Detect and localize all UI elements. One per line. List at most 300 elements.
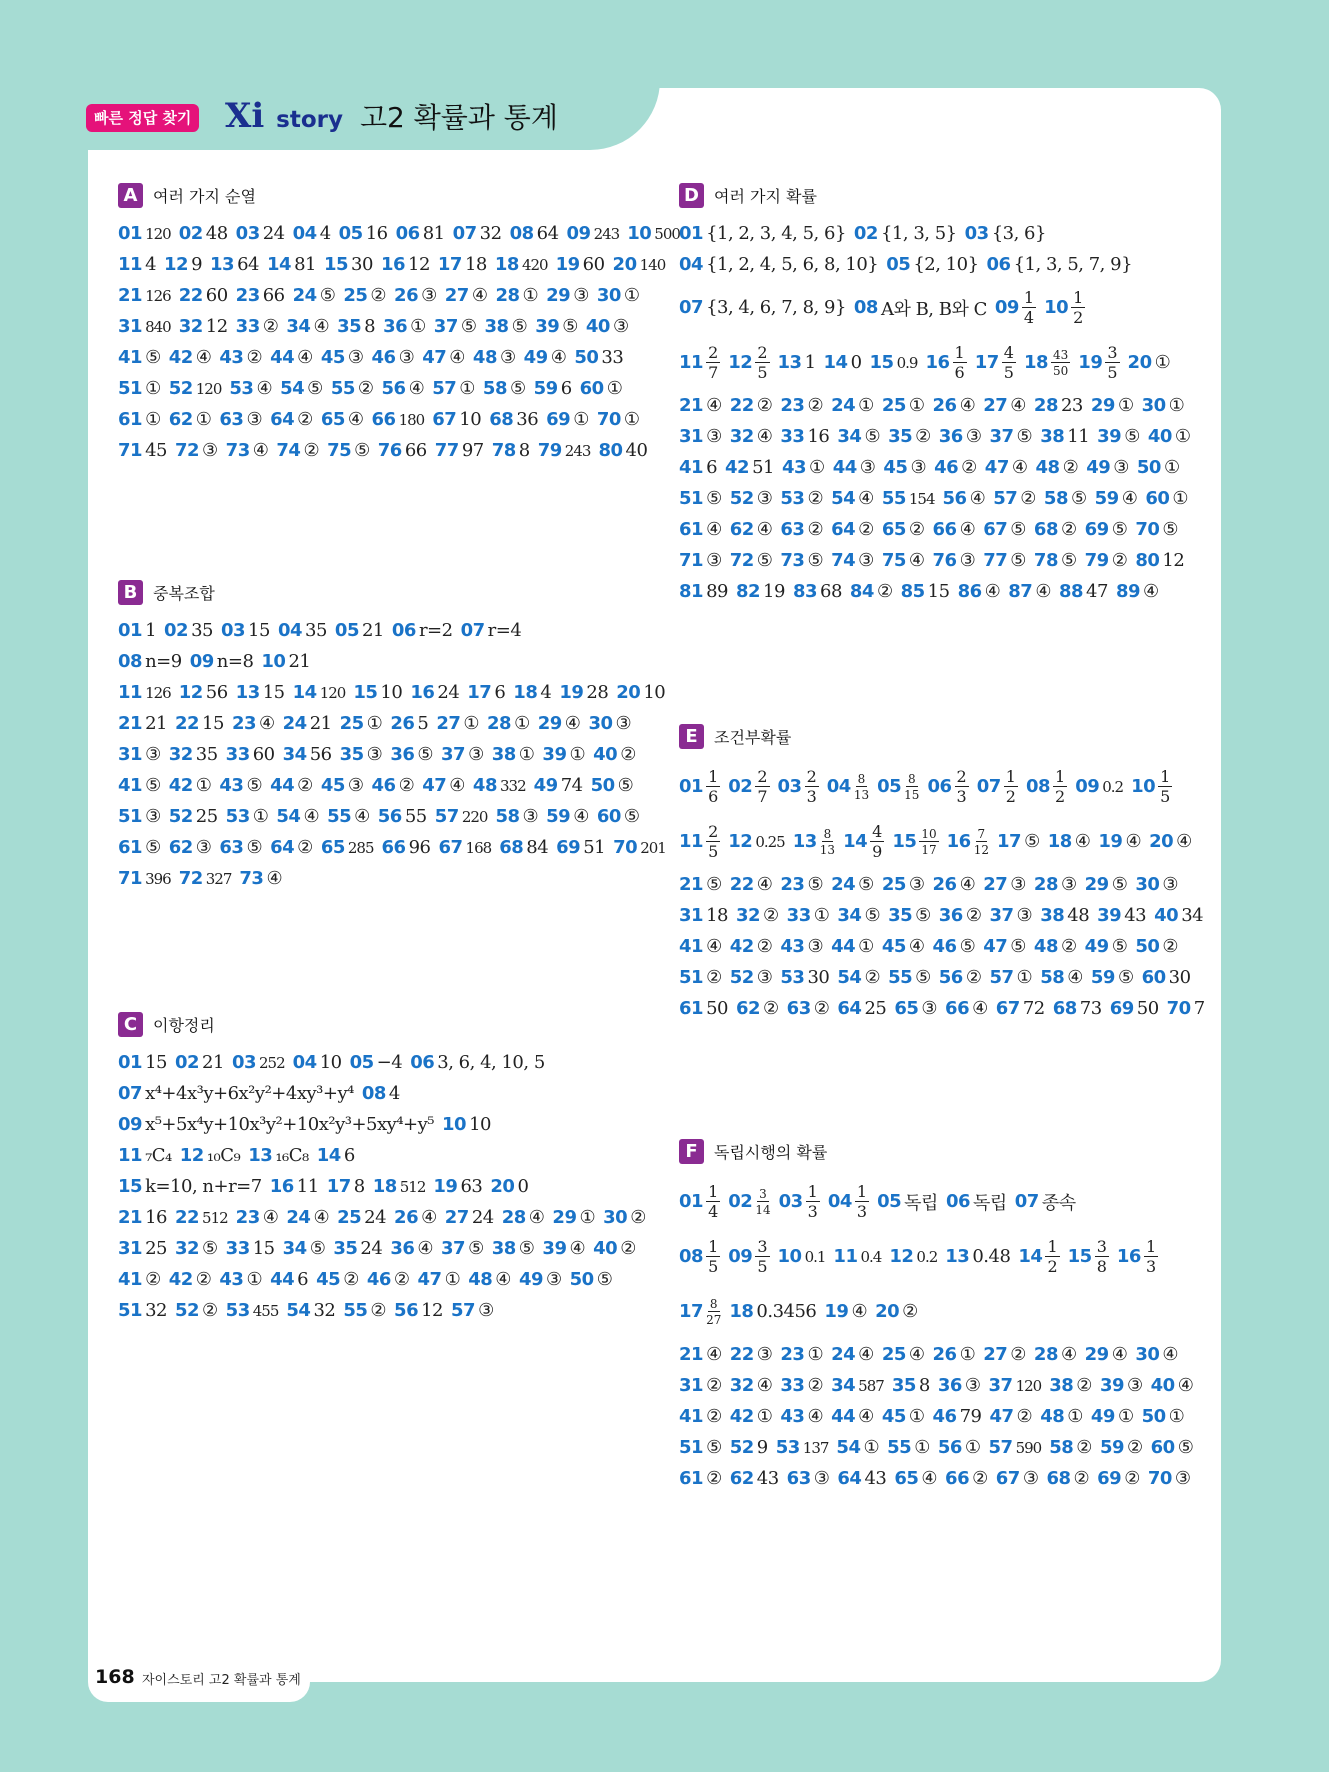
answer-item xyxy=(831,550,874,571)
answer-value: 840 xyxy=(145,317,171,336)
answer-value: ④ xyxy=(421,1207,437,1228)
question-number: 82 xyxy=(735,581,761,602)
answer-value: ④ xyxy=(969,488,986,509)
answer-item xyxy=(542,1238,585,1259)
answer-item xyxy=(927,766,968,806)
question-number: 34 xyxy=(286,316,311,337)
question-number: 47 xyxy=(422,347,447,368)
question-number: 27 xyxy=(444,285,469,306)
fraction-answer xyxy=(755,1236,769,1276)
answer-item xyxy=(1034,395,1083,416)
answer-item xyxy=(778,352,816,373)
answer-item xyxy=(1145,488,1188,509)
answer-item xyxy=(993,488,1036,509)
fraction-numerator: 43 xyxy=(1053,347,1069,362)
answer-item xyxy=(1067,1236,1109,1276)
question-number: 55 xyxy=(887,1437,912,1458)
answer-item xyxy=(542,744,585,765)
fraction-denominator: 5 xyxy=(757,362,768,382)
question-number: 09 xyxy=(189,651,214,672)
question-number: 66 xyxy=(381,837,406,858)
question-number: 21 xyxy=(679,874,704,895)
answer-item xyxy=(467,682,505,703)
question-number: 70 xyxy=(596,409,621,430)
answer-item xyxy=(945,1246,1010,1267)
answer-value: ④ xyxy=(195,347,212,368)
answer-value: ③ xyxy=(959,550,976,571)
fraction-answer xyxy=(755,342,769,382)
answer-value: 25 xyxy=(195,806,218,827)
question-number: 07 xyxy=(118,1083,143,1104)
answer-value: 0.48 xyxy=(972,1246,1011,1267)
question-number: 69 xyxy=(1084,519,1109,540)
answer-value: ③ xyxy=(145,744,161,765)
answer-value: ⑤ xyxy=(1111,874,1128,895)
question-number: 18 xyxy=(1023,352,1049,373)
answer-value: {1, 3, 5, 7, 9} xyxy=(1013,254,1133,275)
answer-item xyxy=(939,426,982,447)
answer-item xyxy=(394,1300,443,1321)
answer-item xyxy=(489,409,538,430)
answer-value: 60 xyxy=(205,285,228,306)
answer-value: 1 xyxy=(145,620,157,641)
answer-item xyxy=(293,223,331,244)
question-number: 55 xyxy=(881,488,906,509)
answer-value: ② xyxy=(763,905,779,926)
question-number: 51 xyxy=(118,806,143,827)
question-number: 11 xyxy=(833,1246,858,1267)
answer-item xyxy=(321,837,374,858)
question-number: 64 xyxy=(270,837,295,858)
fraction-denominator: 7 xyxy=(708,362,719,382)
answer-value: ① xyxy=(459,378,475,399)
question-number: 41 xyxy=(118,1269,143,1290)
answer-item xyxy=(983,395,1026,416)
fraction-numerator: 8 xyxy=(709,1296,718,1311)
question-number: 63 xyxy=(780,519,805,540)
answer-value: ② xyxy=(807,488,824,509)
answer-item xyxy=(461,620,522,641)
answer-item xyxy=(778,1181,820,1221)
answer-value: ④ xyxy=(297,347,313,368)
answer-value: 독립 xyxy=(973,1192,1007,1214)
answer-item xyxy=(343,1300,386,1321)
question-number: 86 xyxy=(957,581,982,602)
answer-value: ⑤ xyxy=(1111,936,1128,957)
answer-value: {1, 2, 3, 4, 5, 6} xyxy=(706,223,846,244)
answer-item xyxy=(1018,1236,1059,1276)
answer-value: 64 xyxy=(536,223,559,244)
question-number: 07 xyxy=(679,297,704,318)
question-number: 34 xyxy=(837,905,862,926)
answer-item xyxy=(1049,1375,1092,1396)
answer-value: ④ xyxy=(417,1238,434,1259)
answer-row xyxy=(679,1463,1201,1494)
answer-item xyxy=(535,316,578,337)
question-number: 24 xyxy=(831,874,856,895)
question-number: 27 xyxy=(983,1344,1008,1365)
answer-item xyxy=(1085,519,1128,540)
answer-row xyxy=(679,249,1199,280)
answer-item xyxy=(418,1269,461,1290)
question-number: 47 xyxy=(417,1269,442,1290)
answer-item xyxy=(316,1269,359,1290)
answer-value: ③ xyxy=(421,285,437,306)
answer-item xyxy=(616,682,665,703)
answer-item xyxy=(335,620,384,641)
question-number: 58 xyxy=(1043,488,1068,509)
answer-value: ① xyxy=(1154,352,1171,373)
answer-value: 56 xyxy=(309,744,332,765)
question-number: 44 xyxy=(831,936,856,957)
fraction-answer xyxy=(1045,1236,1059,1276)
question-number: 16 xyxy=(269,1176,294,1197)
question-number: 40 xyxy=(593,744,618,765)
answer-item xyxy=(219,775,262,796)
answer-value: ④ xyxy=(959,874,976,895)
answer-value: ④ xyxy=(1035,581,1051,602)
answer-value: 81 xyxy=(422,223,445,244)
question-number: 50 xyxy=(574,347,599,368)
answer-value: ② xyxy=(370,285,387,306)
answer-row xyxy=(118,435,688,466)
question-number: 29 xyxy=(1084,874,1109,895)
question-number: 23 xyxy=(780,874,805,895)
answer-item xyxy=(593,1238,636,1259)
answer-value: ① xyxy=(606,378,623,399)
answer-value: n=9 xyxy=(145,651,182,672)
answer-item xyxy=(1098,831,1141,852)
answer-value: 0.9 xyxy=(896,353,918,372)
answer-item xyxy=(236,285,285,306)
question-number: 67 xyxy=(995,1468,1020,1489)
question-number: 68 xyxy=(1033,519,1058,540)
answer-item xyxy=(983,519,1026,540)
answer-item xyxy=(870,352,918,373)
answer-value: 45 xyxy=(145,440,167,461)
answer-value: 500 xyxy=(654,224,680,243)
question-number: 34 xyxy=(282,744,307,765)
fraction-numerator: 3 xyxy=(759,1186,767,1201)
answer-value: ③ xyxy=(756,488,773,509)
answer-item xyxy=(843,821,884,861)
section-title: 이항정리 xyxy=(153,1015,215,1035)
question-number: 35 xyxy=(337,316,362,337)
question-number: 40 xyxy=(1147,426,1172,447)
question-number: 53 xyxy=(225,806,250,827)
answer-item xyxy=(559,682,608,703)
fraction-denominator: 14 xyxy=(755,1202,771,1217)
question-number: 78 xyxy=(1033,550,1058,571)
fraction-answer xyxy=(1071,287,1085,327)
question-number: 44 xyxy=(270,1269,295,1290)
answer-item xyxy=(270,1269,308,1290)
question-number: 05 xyxy=(338,223,363,244)
answer-item xyxy=(435,806,488,827)
question-number: 36 xyxy=(938,905,963,926)
question-number: 08 xyxy=(679,1246,704,1267)
answer-value: ① xyxy=(908,395,925,416)
question-number: 26 xyxy=(394,1207,419,1228)
answer-item xyxy=(1046,1468,1089,1489)
question-number: 72 xyxy=(729,550,754,571)
answer-item xyxy=(679,223,846,244)
fraction-numerator: 2 xyxy=(708,342,719,362)
answer-item xyxy=(1044,287,1085,327)
question-number: 45 xyxy=(881,936,906,957)
answer-item xyxy=(831,488,874,509)
answer-value: ② xyxy=(620,1238,636,1259)
answer-item xyxy=(679,1236,720,1276)
question-number: 17 xyxy=(997,831,1022,852)
answer-row xyxy=(679,869,1213,900)
answer-item xyxy=(730,1437,768,1458)
question-number: 75 xyxy=(327,440,352,461)
answer-item xyxy=(546,806,589,827)
answer-item xyxy=(118,868,171,889)
answer-item xyxy=(175,713,224,734)
answer-item xyxy=(1091,395,1134,416)
answer-value: 15 xyxy=(927,581,950,602)
fraction-numerator: 2 xyxy=(757,342,768,362)
question-number: 24 xyxy=(831,1344,856,1365)
question-number: 76 xyxy=(377,440,402,461)
question-number: 27 xyxy=(983,395,1008,416)
question-number: 03 xyxy=(235,223,260,244)
question-number: 25 xyxy=(337,1207,362,1228)
answer-value: ① xyxy=(518,744,535,765)
question-number: 16 xyxy=(946,831,971,852)
answer-value: ③ xyxy=(522,806,539,827)
question-number: 07 xyxy=(460,620,485,641)
answer-item xyxy=(495,254,548,275)
question-number: 24 xyxy=(292,285,317,306)
answer-value: ⑤ xyxy=(246,837,263,858)
fraction-answer xyxy=(1002,342,1016,382)
question-number: 19 xyxy=(559,682,584,703)
question-number: 40 xyxy=(1154,905,1179,926)
question-number: 22 xyxy=(729,395,754,416)
answer-item xyxy=(588,713,631,734)
answer-item xyxy=(283,1238,326,1259)
answer-value: ④ xyxy=(1143,581,1159,602)
fraction-denominator: 7 xyxy=(757,786,768,806)
section-header xyxy=(118,180,688,210)
answer-value: ⑤ xyxy=(468,1238,484,1259)
question-number: 30 xyxy=(1135,874,1160,895)
question-number: 05 xyxy=(886,254,911,275)
answer-item xyxy=(780,936,823,957)
answer-item xyxy=(261,651,310,672)
answer-item xyxy=(226,806,269,827)
question-number: 39 xyxy=(1097,905,1122,926)
answer-value: ① xyxy=(1168,1406,1185,1427)
answer-item xyxy=(989,1437,1042,1458)
question-number: 72 xyxy=(174,440,200,461)
question-number: 18 xyxy=(372,1176,397,1197)
answer-value: ④ xyxy=(1176,831,1192,852)
answer-item xyxy=(118,775,161,796)
answer-value: 0.2 xyxy=(916,1247,938,1266)
question-number: 49 xyxy=(533,775,558,796)
answer-item xyxy=(433,1176,482,1197)
answer-value: 587 xyxy=(858,1376,884,1395)
fraction-answer xyxy=(1105,342,1119,382)
footer-title: 자이스토리 고2 확률과 통계 xyxy=(142,1673,301,1688)
answer-value: 24 xyxy=(437,682,460,703)
question-number: 31 xyxy=(679,426,704,447)
answer-item xyxy=(169,347,212,368)
answer-item xyxy=(679,581,728,602)
answer-row xyxy=(118,770,674,801)
question-number: 16 xyxy=(410,682,435,703)
answer-item xyxy=(679,297,846,318)
answer-item xyxy=(367,1269,410,1290)
question-number: 58 xyxy=(495,806,520,827)
answer-item xyxy=(1148,426,1191,447)
answer-item xyxy=(492,744,535,765)
answer-item xyxy=(118,744,161,765)
question-number: 15 xyxy=(869,352,894,373)
question-number: 33 xyxy=(235,316,260,337)
answer-value: ④ xyxy=(807,1406,824,1427)
fraction-numerator: 4 xyxy=(872,821,883,841)
question-number: 03 xyxy=(778,1191,803,1212)
answer-item xyxy=(679,1406,722,1427)
section-header xyxy=(679,180,1199,210)
question-number: 67 xyxy=(438,837,463,858)
answer-value: 512 xyxy=(202,1208,228,1227)
question-number: 22 xyxy=(174,713,200,734)
fraction-numerator: 10 xyxy=(921,826,937,841)
answer-value: ① xyxy=(1172,488,1189,509)
answer-item xyxy=(492,1238,535,1259)
answer-value: ③ xyxy=(347,775,364,796)
answer-value: ⑤ xyxy=(518,1238,535,1259)
answer-item xyxy=(603,1207,646,1228)
question-number: 27 xyxy=(983,874,1008,895)
answer-item xyxy=(730,519,773,540)
question-number: 83 xyxy=(792,581,817,602)
answer-value: ② xyxy=(915,426,931,447)
answer-item xyxy=(510,223,559,244)
fraction-answer xyxy=(1051,349,1070,377)
answer-row xyxy=(118,280,688,311)
question-number: 50 xyxy=(1141,1406,1166,1427)
answer-item xyxy=(778,1246,826,1267)
fraction-answer xyxy=(1095,1236,1109,1276)
answer-value: ③ xyxy=(468,744,484,765)
answer-item xyxy=(679,905,728,926)
question-number: 26 xyxy=(394,285,419,306)
answer-value: ④ xyxy=(471,285,488,306)
answer-value: 96 xyxy=(408,837,431,858)
answer-item xyxy=(362,1083,400,1104)
question-number: 37 xyxy=(989,426,1014,447)
answer-item xyxy=(1015,1189,1076,1215)
answer-row xyxy=(118,404,688,435)
answer-item xyxy=(190,651,254,672)
question-number: 54 xyxy=(836,1437,861,1458)
quick-answer-badge: 빠른 정답 찾기 xyxy=(86,104,199,132)
answer-item xyxy=(519,1269,562,1290)
answer-value: ④ xyxy=(858,488,874,509)
question-number: 46 xyxy=(366,1269,391,1290)
answer-item xyxy=(777,766,819,806)
answer-value: ⑤ xyxy=(864,426,881,447)
answer-item xyxy=(513,682,551,703)
answer-value: ⑤ xyxy=(807,874,824,895)
answer-row xyxy=(118,1264,654,1295)
answer-item xyxy=(324,254,373,275)
answer-item xyxy=(1044,488,1087,509)
question-number: 64 xyxy=(837,998,862,1019)
answer-item xyxy=(118,1176,262,1197)
question-number: 75 xyxy=(881,550,906,571)
answer-value: ⑤ xyxy=(1016,426,1033,447)
answer-item xyxy=(442,1114,491,1135)
answer-row xyxy=(679,1432,1201,1463)
question-number: 66 xyxy=(932,519,957,540)
answer-value: 81 xyxy=(294,254,316,275)
answer-value: 7 xyxy=(1193,998,1205,1019)
question-number: 13 xyxy=(777,352,802,373)
answer-value: ① xyxy=(1168,395,1185,416)
answer-item xyxy=(267,254,316,275)
answer-value: ① xyxy=(145,409,161,430)
question-number: 55 xyxy=(327,806,352,827)
section-title: 여러 가지 순열 xyxy=(153,186,256,206)
answer-item xyxy=(118,285,171,306)
answer-value: ② xyxy=(145,1269,161,1290)
answer-item xyxy=(524,347,567,368)
answer-item xyxy=(780,519,823,540)
answer-value: 종속 xyxy=(1041,1192,1076,1214)
answer-item xyxy=(394,285,437,306)
answer-item xyxy=(1097,1468,1140,1489)
answer-rows xyxy=(679,759,1213,1024)
answer-value: 32 xyxy=(145,1300,167,1321)
answer-item xyxy=(410,682,459,703)
question-number: 17 xyxy=(437,254,462,275)
answer-item xyxy=(833,1246,881,1267)
answer-item xyxy=(339,223,388,244)
question-number: 64 xyxy=(831,519,856,540)
question-number: 17 xyxy=(326,1176,351,1197)
answer-item xyxy=(837,1468,886,1489)
question-number: 14 xyxy=(292,682,317,703)
answer-item xyxy=(179,223,228,244)
answer-value: 40 xyxy=(625,440,648,461)
answer-value: 21 xyxy=(202,1052,224,1073)
answer-value: 8 xyxy=(918,1375,930,1396)
answer-value: 33 xyxy=(601,347,624,368)
answer-item xyxy=(985,457,1028,478)
answer-item xyxy=(827,1181,869,1221)
question-number: 32 xyxy=(735,905,761,926)
answer-item xyxy=(118,1269,161,1290)
question-number: 24 xyxy=(282,713,307,734)
answer-value: ④ xyxy=(564,713,581,734)
answer-item xyxy=(283,744,332,765)
fraction-denominator: 3 xyxy=(806,786,817,806)
question-number: 03 xyxy=(231,1052,256,1073)
answer-item xyxy=(219,1269,262,1290)
answer-item xyxy=(219,837,262,858)
answer-value: ② xyxy=(202,1300,218,1321)
answer-item xyxy=(293,285,336,306)
answer-value: 154 xyxy=(908,489,935,508)
